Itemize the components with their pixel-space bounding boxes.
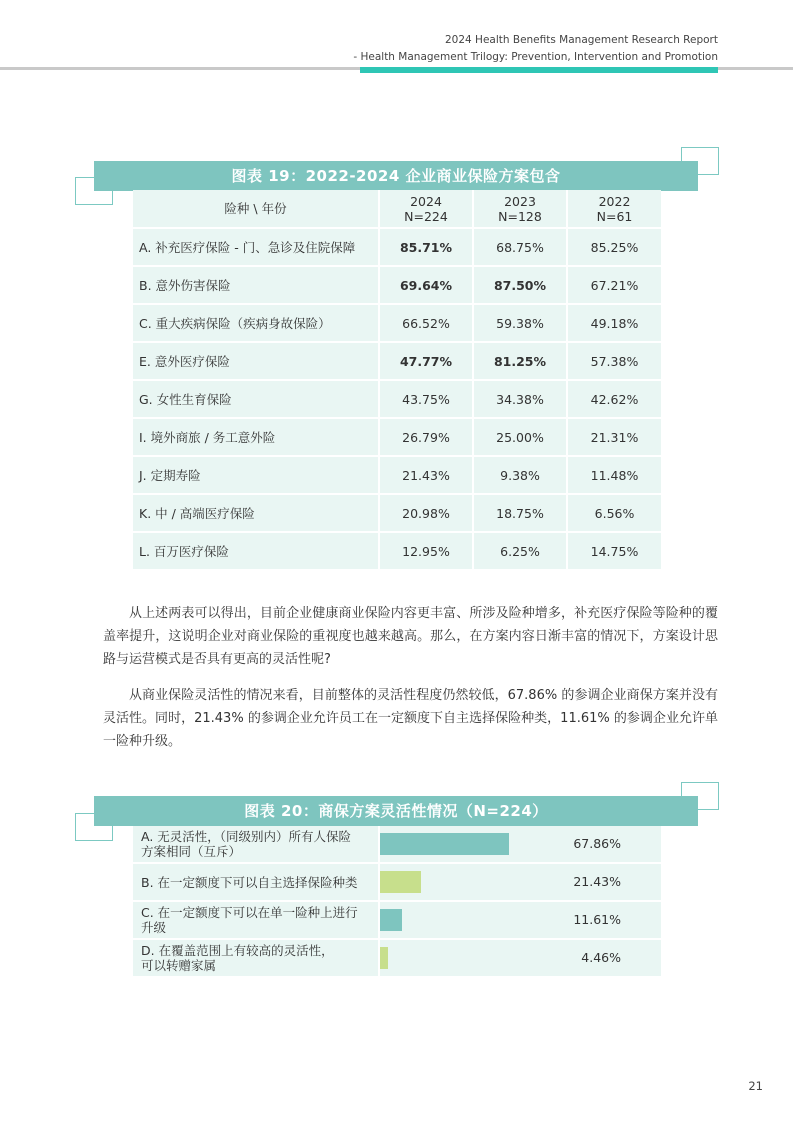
cell-2022: 11.48% — [567, 456, 661, 494]
cell-2023: 6.25% — [473, 532, 567, 570]
cell-2022: 42.62% — [567, 380, 661, 418]
cell-2023: 34.38% — [473, 380, 567, 418]
cell-2022: 14.75% — [567, 532, 661, 570]
value-label: 21.43% — [573, 874, 621, 889]
chart-row — [133, 901, 661, 939]
cell-2024: 66.52% — [379, 304, 473, 342]
cell-2023: 9.38% — [473, 456, 567, 494]
cell-2022: 85.25% — [567, 228, 661, 266]
row-label: A. 补充医疗保险 - 门、急诊及住院保障 — [133, 228, 379, 266]
cell-2023: 68.75% — [473, 228, 567, 266]
cell-2024: 69.64% — [379, 266, 473, 304]
bar-cell — [379, 901, 661, 939]
column-header-2024: 2024 N=224 — [379, 190, 473, 228]
cell-2024: 47.77% — [379, 342, 473, 380]
row-label: I. 境外商旅 / 务工意外险 — [133, 418, 379, 456]
bar-cell — [379, 826, 661, 863]
category-label: B. 在一定额度下可以自主选择保险种类 — [133, 863, 379, 901]
row-label: K. 中 / 高端医疗保险 — [133, 494, 379, 532]
table-row — [133, 228, 661, 266]
row-label: E. 意外医疗保险 — [133, 342, 379, 380]
bar-cell — [379, 863, 661, 901]
cell-2022: 67.21% — [567, 266, 661, 304]
row-label: J. 定期寿险 — [133, 456, 379, 494]
value-label: 11.61% — [573, 912, 621, 927]
chart-row — [133, 939, 661, 977]
bar — [380, 871, 421, 893]
insurance-plan-table — [133, 190, 661, 571]
cell-2024: 20.98% — [379, 494, 473, 532]
column-header-2022: 2022 N=61 — [567, 190, 661, 228]
cell-2023: 25.00% — [473, 418, 567, 456]
column-header-type: 险种 \ 年份 — [133, 190, 379, 228]
cell-2022: 6.56% — [567, 494, 661, 532]
table-row — [133, 266, 661, 304]
chart-row — [133, 863, 661, 901]
cell-2022: 57.38% — [567, 342, 661, 380]
table20-title: 图表 20：商保方案灵活性情况（N=224） — [94, 796, 698, 826]
bar — [380, 947, 388, 969]
table-row — [133, 304, 661, 342]
cell-2024: 12.95% — [379, 532, 473, 570]
header-accent-rule — [360, 67, 718, 73]
category-label: A. 无灵活性，（同级别内）所有人保险 方案相同（互斥） — [133, 826, 379, 863]
chart-row — [133, 826, 661, 863]
cell-2022: 49.18% — [567, 304, 661, 342]
cell-2023: 81.25% — [473, 342, 567, 380]
cell-2023: 18.75% — [473, 494, 567, 532]
category-label: C. 在一定额度下可以在单一险种上进行 升级 — [133, 901, 379, 939]
flexibility-chart — [133, 826, 661, 978]
column-header-2023: 2023 N=128 — [473, 190, 567, 228]
report-title-line2: - Health Management Trilogy: Prevention, Intervention and Promotion — [353, 51, 718, 63]
bar — [380, 909, 402, 931]
cell-2024: 26.79% — [379, 418, 473, 456]
cell-2024: 85.71% — [379, 228, 473, 266]
report-title-line1: 2024 Health Benefits Management Research Report — [444, 34, 718, 46]
cell-2024: 21.43% — [379, 456, 473, 494]
cell-2023: 87.50% — [473, 266, 567, 304]
bar — [380, 833, 509, 855]
bar-cell — [379, 939, 661, 977]
table-row — [133, 456, 661, 494]
category-label: D. 在覆盖范围上有较高的灵活性， 可以转赠家属 — [133, 939, 379, 977]
value-label: 67.86% — [573, 836, 621, 851]
row-label: G. 女性生育保险 — [133, 380, 379, 418]
row-label: L. 百万医疗保险 — [133, 532, 379, 570]
table-row — [133, 342, 661, 380]
value-label: 4.46% — [581, 950, 621, 965]
body-paragraph-2: 从商业保险灵活性的情况来看，目前整体的灵活性程度仍然较低，67.86% 的参调企业商保方案并没有灵活性。同时，21.43% 的参调企业允许员工在一定额度下自主选择保险种类，11.61% 的参调企业允许单一险种升级。 — [103, 688, 718, 749]
body-paragraph-1: 从上述两表可以得出，目前企业健康商业保险内容更丰富、所涉及险种增多，补充医疗保险等险种的覆盖率提升，这说明企业对商业保险的重视度也越来越高。那么，在方案内容日渐丰富的情况下，方案设计思路与运营模式是否具有更高的灵活性呢? — [103, 606, 718, 667]
cell-2024: 43.75% — [379, 380, 473, 418]
row-label: B. 意外伤害保险 — [133, 266, 379, 304]
page-number: 21 — [748, 1079, 763, 1093]
cell-2023: 59.38% — [473, 304, 567, 342]
table-row — [133, 494, 661, 532]
table-row — [133, 532, 661, 570]
table-row — [133, 418, 661, 456]
table19-title: 图表 19：2022-2024 企业商业保险方案包含 — [94, 161, 698, 191]
cell-2022: 21.31% — [567, 418, 661, 456]
table-row — [133, 380, 661, 418]
row-label: C. 重大疾病保险（疾病身故保险） — [133, 304, 379, 342]
